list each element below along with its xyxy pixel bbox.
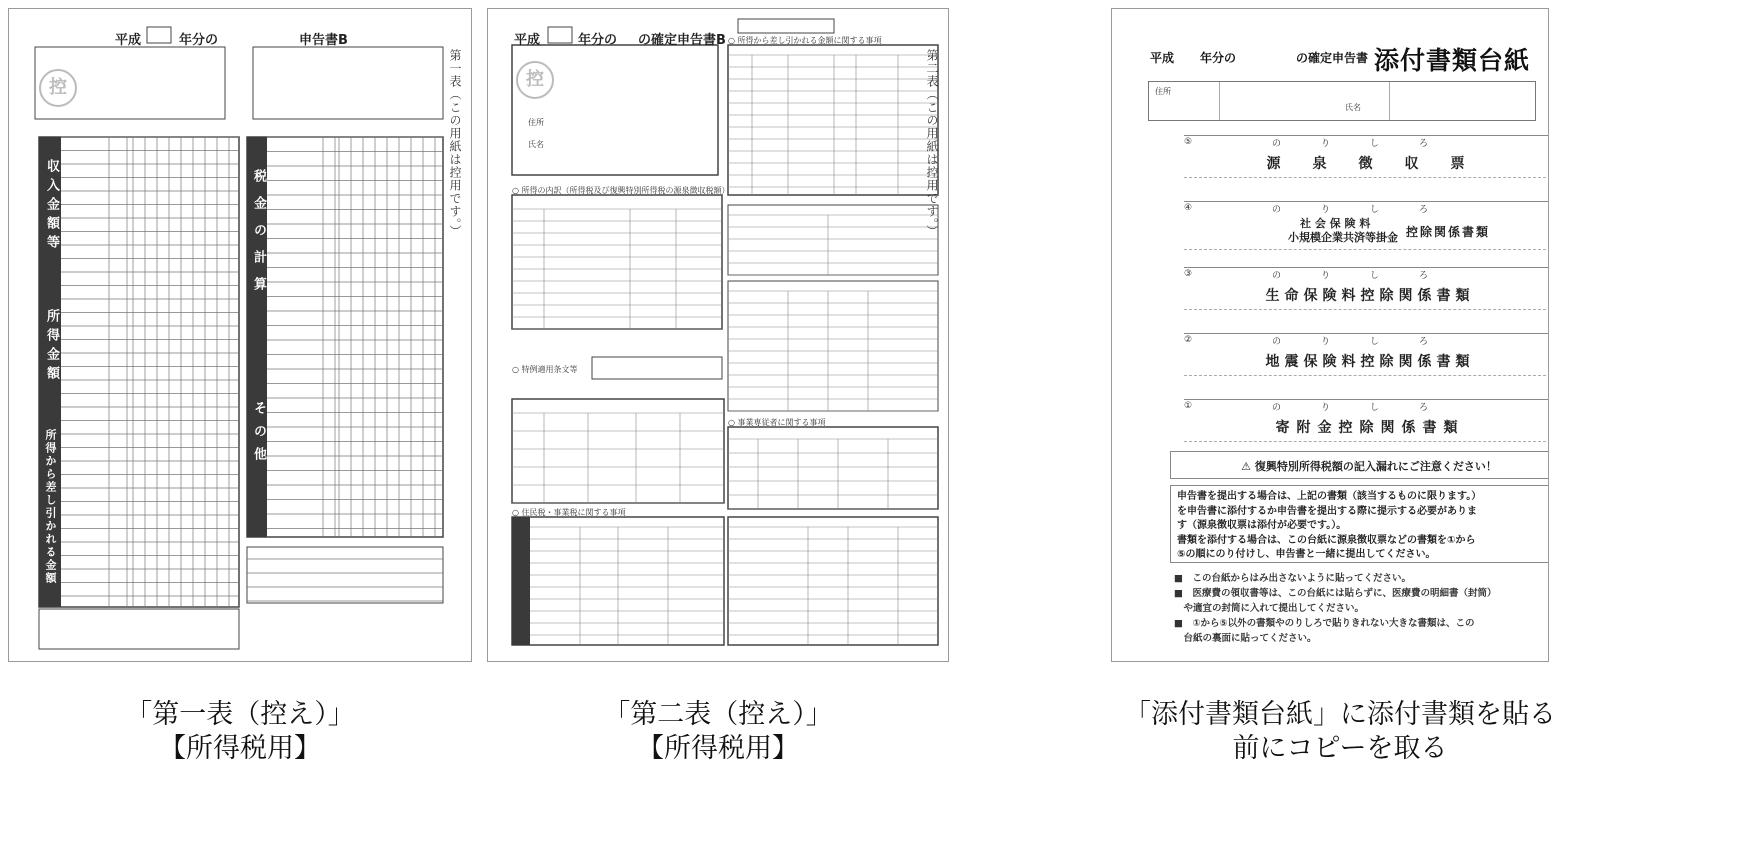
slot-title-line2: 小規模企業共済等掛金 (1288, 231, 1398, 244)
glue-slot-1 (1184, 397, 1549, 437)
stamp-hikae-icon: 控 (39, 69, 77, 107)
caption-form-2 (568, 698, 868, 766)
form-1-side-note: 第一表（この用紙は控用です。） (448, 49, 462, 238)
slot-glue-label: のりしろ (1271, 205, 1468, 215)
attachment-mount-page (1111, 8, 1549, 662)
caption-line: 前にコピーを取る (1232, 733, 1448, 764)
slot-glue-label: のりしろ (1271, 139, 1468, 149)
slot-title: 生命保険料控除関係書類 (1265, 288, 1475, 304)
form-1-title-end: 申告書B (299, 33, 348, 48)
warning-text: ⚠ 復興特別所得税額の記入漏れにご注意ください！ (1241, 460, 1497, 473)
form-page-2 (487, 8, 949, 662)
slot-number: ① (1184, 401, 1193, 411)
form-2-sec-resident: ○ 住民税・事業税に関する事項 (512, 508, 626, 517)
slot-glue-label: のりしろ (1271, 403, 1468, 413)
form-1-era: 平成 (115, 33, 142, 48)
note-line: を申告書に添付するか申告書を提出する際に提示する必要がありま (1177, 505, 1477, 517)
form-2-sec-deduction: ○ 所得から差し引かれる金額に関する事項 (728, 36, 882, 45)
slot-number: ② (1184, 335, 1193, 345)
note-line: ⑤の順にのり付けし、申告書と一緒に提出してください。 (1177, 549, 1436, 560)
bullet-line: ■ 医療費の領収書等は、この台紙には貼らずに、医療費の明細書（封筒） (1174, 588, 1497, 599)
bullet-line: ■ ①から⑤以外の書類やのりしろで貼りきれない大きな書類は、この (1174, 618, 1475, 629)
form-page-2-grid (488, 9, 949, 662)
form-1-title-mid: 年分の (179, 33, 219, 48)
form-1-section-tax: 税金の計算 (251, 169, 266, 304)
note-line: 書類を添付する場合は、この台紙に源泉徴収票などの書類を①から (1177, 534, 1476, 546)
bullet-line: や適宜の封筒に入れて提出してください。 (1174, 603, 1365, 614)
form-page-1 (8, 8, 472, 662)
glue-slot-3 (1184, 265, 1549, 305)
mount-name-label: 氏名 (1345, 103, 1361, 112)
stamp-hikae-icon: 控 (516, 61, 554, 99)
warning-box (1170, 451, 1549, 479)
slot-number: ⑤ (1184, 137, 1193, 147)
bullet-notes (1174, 571, 1549, 646)
form-1-section-shotoku: 所得金額 (44, 309, 59, 385)
form-2-addr-label: 住所 (528, 118, 544, 127)
form-1-section-other: その他 (251, 401, 266, 470)
form-2-side-note: 第二表（この用紙は控用です。） (925, 49, 939, 238)
mount-era: 平成 (1150, 51, 1175, 65)
caption-line: 「第二表（控え）」 (603, 699, 833, 730)
glue-slot-2 (1184, 331, 1549, 371)
slot-number: ③ (1184, 269, 1193, 279)
bullet-line: 台紙の裏面に貼ってください。 (1174, 633, 1317, 644)
mount-title-mid: 年分の (1200, 51, 1237, 65)
slot-title: 源 泉 徴 収 票 (1266, 156, 1474, 172)
mount-title-big: 添付書類台紙 (1374, 46, 1531, 75)
slot-glue-label: のりしろ (1271, 337, 1468, 347)
note-line: す（源泉徴収票は添付が必要です。）。 (1177, 520, 1347, 531)
form-2-sec-income: ○ 所得の内訳（所得税及び復興特別所得税の源泉徴収税額） (512, 186, 730, 195)
slot-title-line1: 社 会 保 険 料 (1300, 217, 1371, 230)
form-2-name-label: 氏名 (528, 140, 544, 149)
caption-mount (1120, 698, 1560, 766)
form-2-sec-tokusha: ○ 事業専従者に関する事項 (728, 418, 826, 427)
caption-line: 「第一表（控え）」 (125, 699, 355, 730)
form-2-sec-special: ○ 特例適用条文等 (512, 365, 578, 374)
mount-title-end: の確定申告書 (1296, 51, 1369, 65)
slot-title: 地震保険料控除関係書類 (1265, 354, 1475, 370)
mount-addr-box (1148, 81, 1536, 121)
form-2-title-end: の確定申告書B (638, 33, 726, 48)
slot-title: 寄附金控除関係書類 (1275, 420, 1465, 436)
mount-addr-label: 住所 (1155, 87, 1171, 96)
caption-line: 「添付書類台紙」に添付書類を貼る (1124, 699, 1556, 730)
instruction-box (1170, 485, 1549, 563)
slot-glue-label: のりしろ (1271, 271, 1468, 281)
slot-title-line3: 控除関係書類 (1406, 225, 1491, 239)
slot-number: ④ (1184, 203, 1193, 213)
caption-line: 【所得税用】 (637, 733, 799, 764)
bullet-line: ■ この台紙からはみ出さないように貼ってください。 (1174, 573, 1411, 584)
note-line: 申告書を提出する場合は、上記の書類（該当するものに限ります。） (1177, 491, 1482, 502)
form-1-section-income: 収入金額等 (44, 159, 59, 254)
caption-line: 【所得税用】 (159, 733, 321, 764)
form-2-title-mid: 年分の (578, 33, 618, 48)
form-1-section-deduction: 所得から差し引かれる金額 (44, 429, 57, 585)
glue-slot-5 (1184, 133, 1549, 173)
form-2-era: 平成 (514, 33, 541, 48)
form-page-1-grid (9, 9, 472, 662)
caption-form-1 (90, 698, 390, 766)
glue-slot-4 (1184, 199, 1549, 244)
